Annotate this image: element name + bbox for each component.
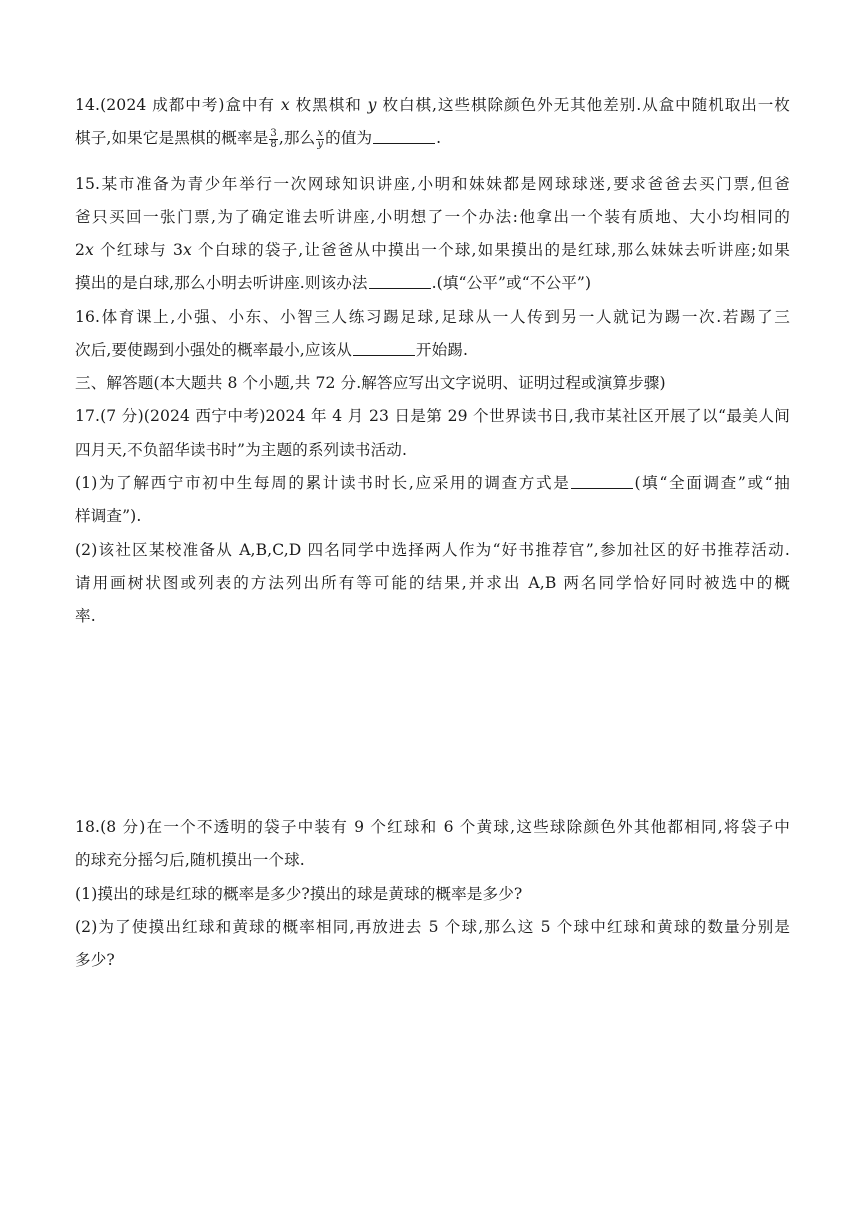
q14-answer-blank[interactable] <box>373 129 435 144</box>
q17-text-1: 17.(7 分)(2024 西宁中考)2024 年 4 月 23 日是第 29 个世界读书日,我市某社区开展了以“最美人间 <box>75 407 790 425</box>
q16-text-1: 16.体育课上,小强、小东、小智三人练习踢足球,足球从一人传到另一人就记为踢一次.若踢了三 <box>75 308 790 326</box>
q17-text-2: 四月天,不负韶华读书时”为主题的系列读书活动. <box>75 441 408 459</box>
q18-line-1 <box>75 817 790 837</box>
q14-frac-den: 8 <box>270 138 277 150</box>
q15-text-4a: 摸出的是白球,那么小明去听讲座.则该办法 <box>75 274 368 292</box>
q16-line-1 <box>75 307 790 327</box>
q15-text-3a: 2 <box>75 241 86 259</box>
q17-line-2 <box>75 440 790 460</box>
q15-line-3 <box>75 240 790 260</box>
q14-line-2 <box>75 128 790 150</box>
q18-text-2: 的球充分摇匀后,随机摸出一个球. <box>75 851 305 869</box>
q15-var-x: x <box>85 241 94 259</box>
q15-line-4 <box>75 273 790 293</box>
q17-p2-text-2: 请用画树状图或列表的方法列出所有等可能的结果,并求出 A,B 两名同学恰好同时被选中的概 <box>75 574 790 592</box>
q17-part-1-line-2 <box>75 506 790 526</box>
q14-frac2-num: x <box>317 127 324 139</box>
q16-answer-blank[interactable] <box>353 341 415 356</box>
q14-var-x: x <box>280 96 290 114</box>
q15-answer-blank[interactable] <box>369 274 431 289</box>
q17-p1-text-a: (1)为了解西宁市初中生每周的累计读书时长,应采用的调查方式是 <box>75 474 571 492</box>
q18-p2-text-2: 多少? <box>75 951 115 969</box>
q14-frac-num: 3 <box>270 127 277 139</box>
q14-var-y: y <box>367 96 377 114</box>
q14-text-b: 枚黑棋和 <box>289 96 368 114</box>
q14-text-a: 14.(2024 成都中考)盒中有 <box>75 96 281 114</box>
q15-line-1 <box>75 174 790 194</box>
q14-text-c: 枚白棋,这些棋除颜色外无其他差别.从盒中随机取出一枚 <box>376 96 790 114</box>
q17-part-2-line-3 <box>75 606 790 626</box>
q17-p1-text-b: (填“全面调查”或“抽 <box>634 474 790 492</box>
q14-text-e: ,那么 <box>278 129 316 147</box>
q14-text-f: 的值为 <box>325 129 373 147</box>
section-3-heading-text: 三、解答题(本大题共 8 个小题,共 72 分.解答应写出文字说明、证明过程或演算步骤) <box>75 374 666 392</box>
q18-part-2-line-1 <box>75 917 790 937</box>
q16-text-2b: 开始踢. <box>415 341 469 359</box>
section-3-heading <box>75 373 790 393</box>
q16-line-2 <box>75 340 790 360</box>
q18-part-1 <box>75 884 790 904</box>
q15-line-2 <box>75 207 790 227</box>
q17-part-1-line-1 <box>75 473 790 493</box>
q15-text-2: 爸只买回一张门票,为了确定谁去听讲座,小明想了一个办法:他拿出一个装有质地、大小均相同的 <box>75 208 790 226</box>
q14-fraction-x-y <box>316 129 324 150</box>
q17-part-2-line-2 <box>75 573 790 593</box>
q15-text-1: 15.某市准备为青少年举行一次网球知识讲座,小明和妹妹都是网球球迷,要求爸爸去买门票,但爸 <box>75 175 790 193</box>
q17-part-2-line-1 <box>75 540 790 560</box>
q18-part-2-line-2 <box>75 950 790 970</box>
q15-text-4b: .(填“公平”或“不公平”) <box>431 274 592 292</box>
q18-p1-text: (1)摸出的球是红球的概率是多少?摸出的球是黄球的概率是多少? <box>75 885 523 903</box>
q14-frac2-den: y <box>317 138 324 150</box>
q17-p2-text-1: (2)该社区某校准备从 A,B,C,D 四名同学中选择两人作为“好书推荐官”,参加社区的好书推荐活动. <box>75 541 790 559</box>
q17-p1-text-c: 样调查”). <box>75 507 142 525</box>
q14-text-d: 棋子,如果它是黑棋的概率是 <box>75 129 269 147</box>
q17-answer-blank[interactable] <box>571 474 633 489</box>
q14-fraction-3-8 <box>269 129 277 150</box>
q14-line-1 <box>75 95 790 115</box>
q18-text-1: 18.(8 分)在一个不透明的袋子中装有 9 个红球和 6 个黄球,这些球除颜色外其他都相同,将袋子中 <box>75 818 790 836</box>
q15-text-3c: 个白球的袋子,让爸爸从中摸出一个球,如果摸出的是红球,那么妹妹去听讲座;如果 <box>191 241 790 259</box>
q17-p2-text-3: 率. <box>75 607 96 625</box>
q16-text-2a: 次后,要使踢到小强处的概率最小,应该从 <box>75 341 352 359</box>
q15-var-x2: x <box>183 241 192 259</box>
q14-text-g: . <box>436 129 442 147</box>
q18-line-2 <box>75 850 790 870</box>
q18-p2-text-1: (2)为了使摸出红球和黄球的概率相同,再放进去 5 个球,那么这 5 个球中红球和黄球的数量分别是 <box>75 918 790 936</box>
q17-line-1 <box>75 406 790 426</box>
q15-text-3b: 个红球与 3 <box>93 241 183 259</box>
